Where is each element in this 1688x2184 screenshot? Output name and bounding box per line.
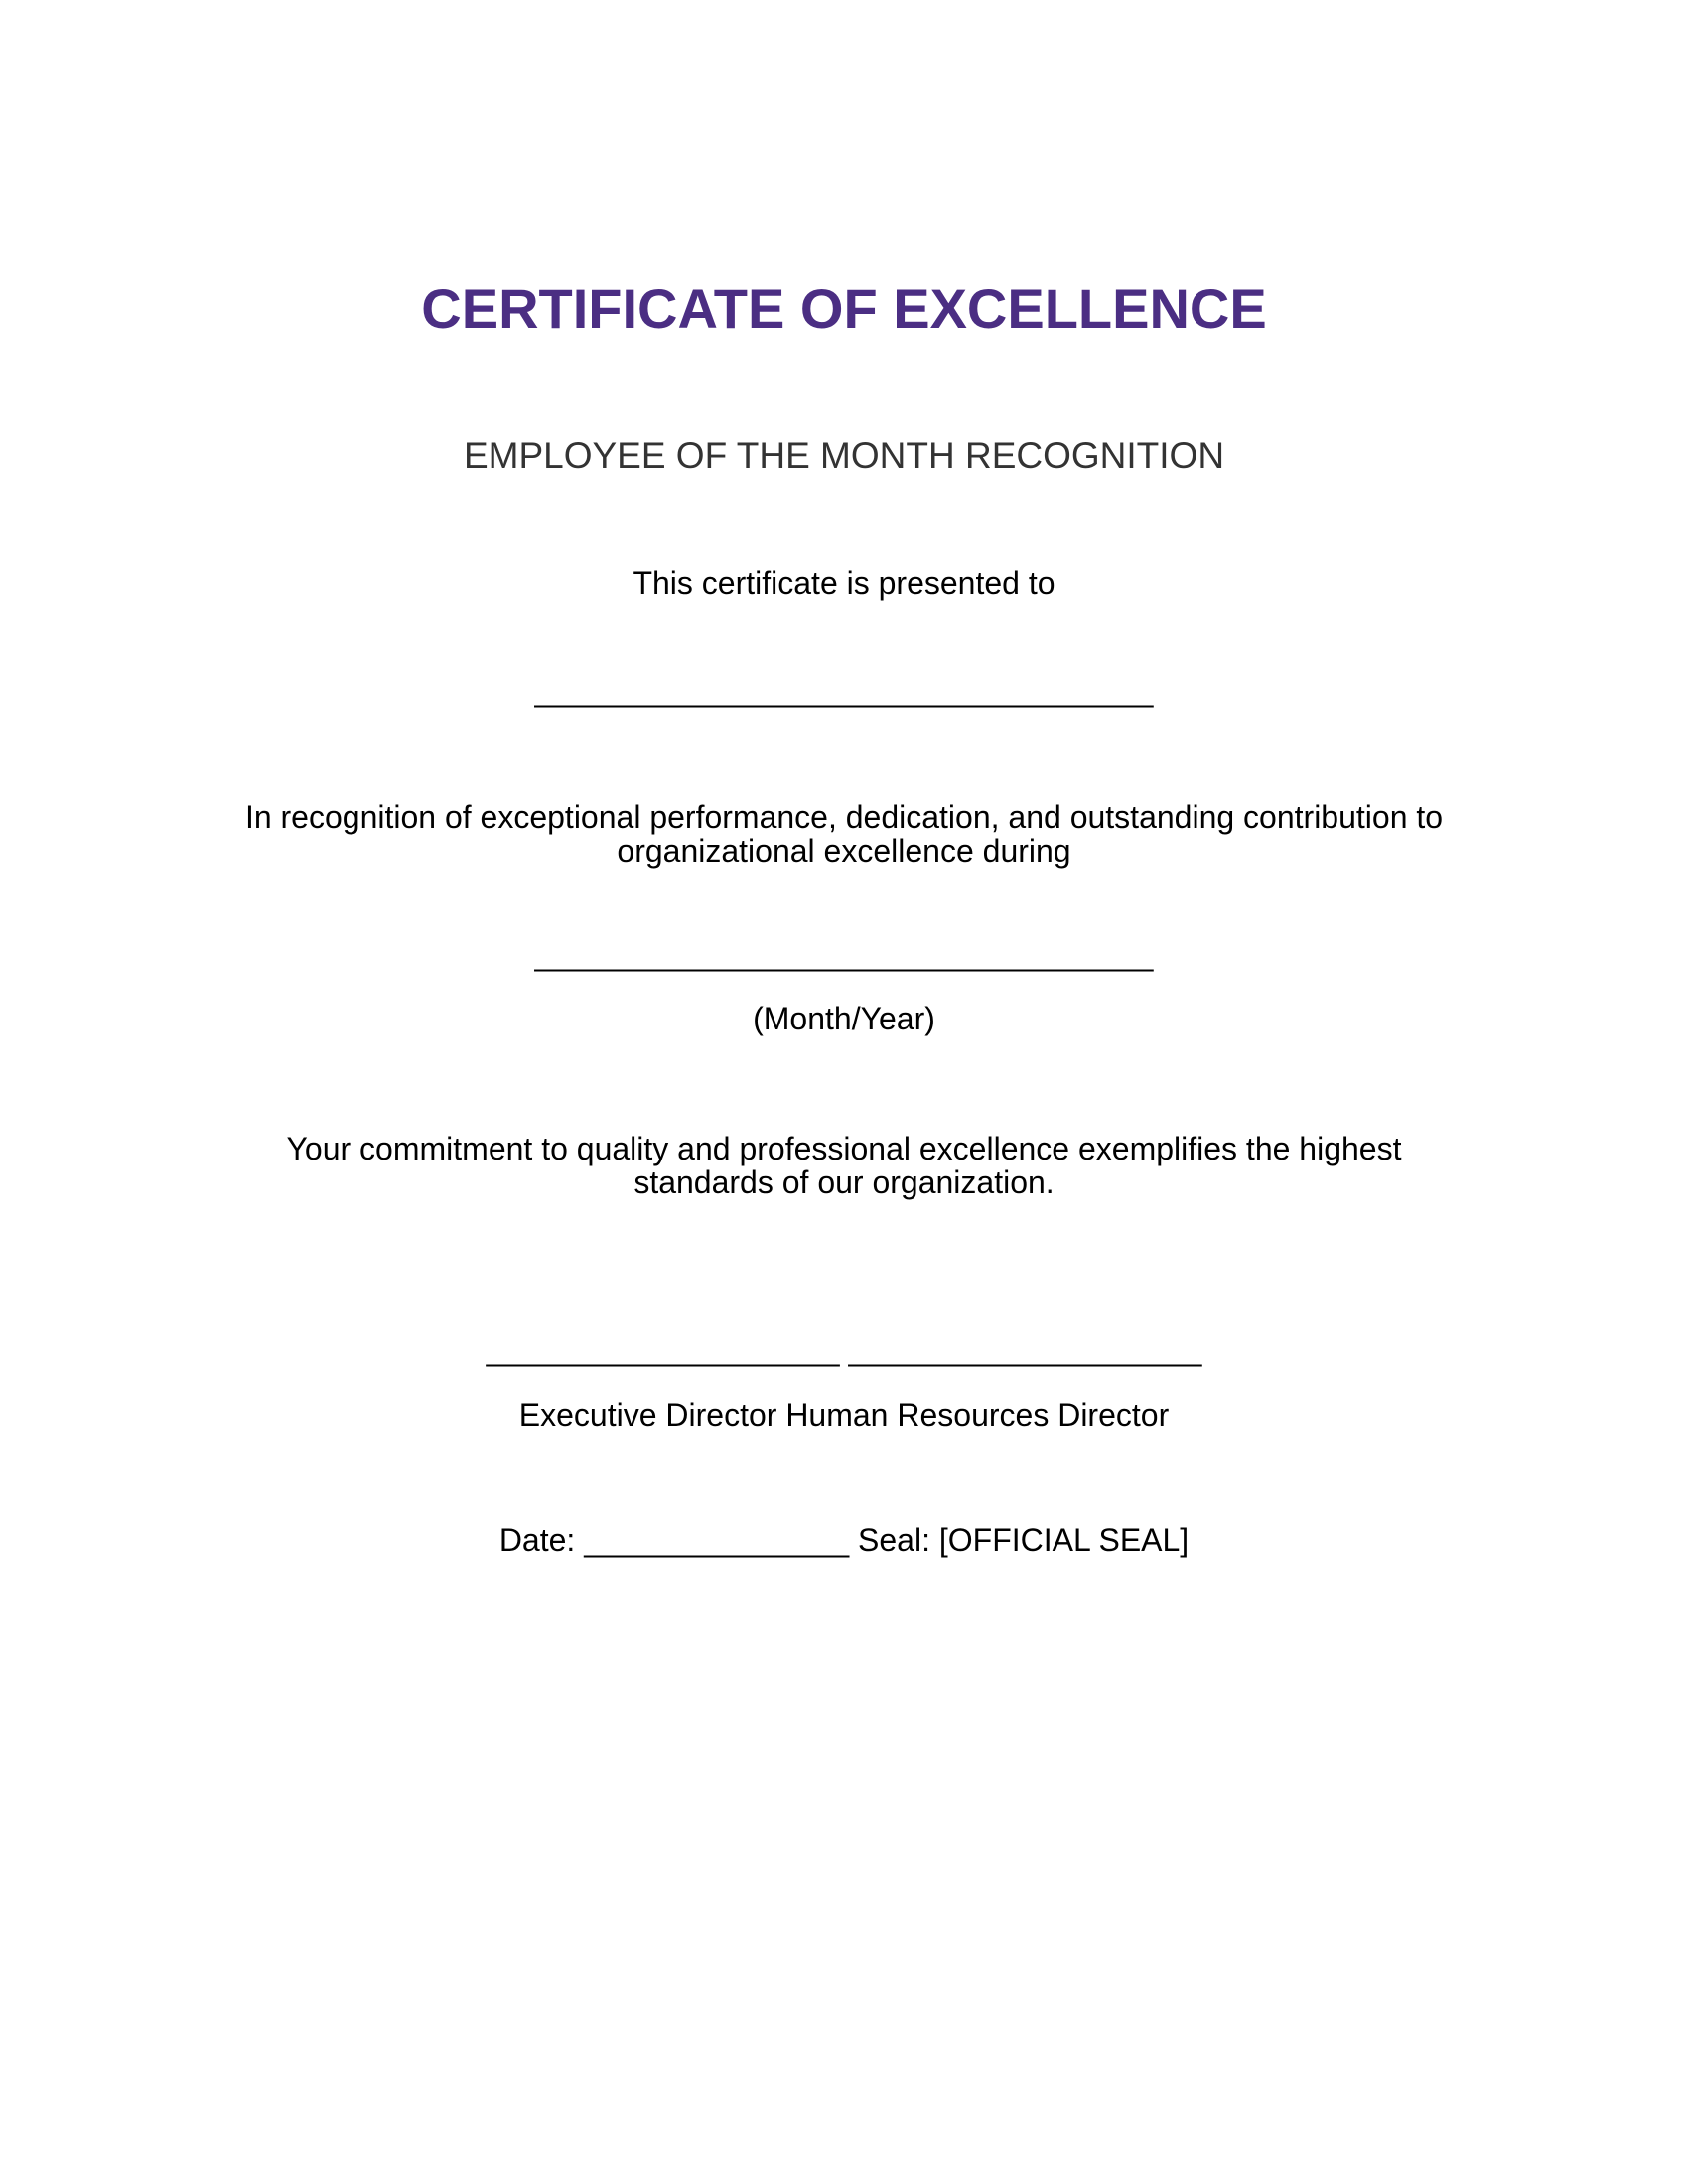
recognition-paragraph [0,800,1688,868]
certificate-subtitle: EMPLOYEE OF THE MONTH RECOGNITION [463,435,1225,476]
commitment-line-1: Your commitment to quality and professional excellence exemplifies the highest [286,1131,1402,1166]
presented-to-text: This certificate is presented to [633,565,1055,601]
signature-titles: Executive Director Human Resources Director [518,1397,1170,1433]
commitment-paragraph [0,1132,1688,1199]
date-seal-line: Date: _______________ Seal: [OFFICIAL SEAL] [498,1522,1190,1558]
recognition-line-1: In recognition of exceptional performance, dedication, and outstanding contribution to [244,799,1444,835]
period-caption: (Month/Year) [753,1001,935,1036]
recipient-name-line: ___________________________________ [534,672,1154,708]
commitment-line-2: standards of our organization. [633,1164,1055,1200]
period-line: ___________________________________ [534,936,1154,972]
certificate-title: CERTIFICATE OF EXCELLENCE [421,277,1267,340]
recognition-line-2: organizational excellence during [617,833,1071,869]
signature-lines: ____________________ ____________________ [486,1331,1202,1367]
